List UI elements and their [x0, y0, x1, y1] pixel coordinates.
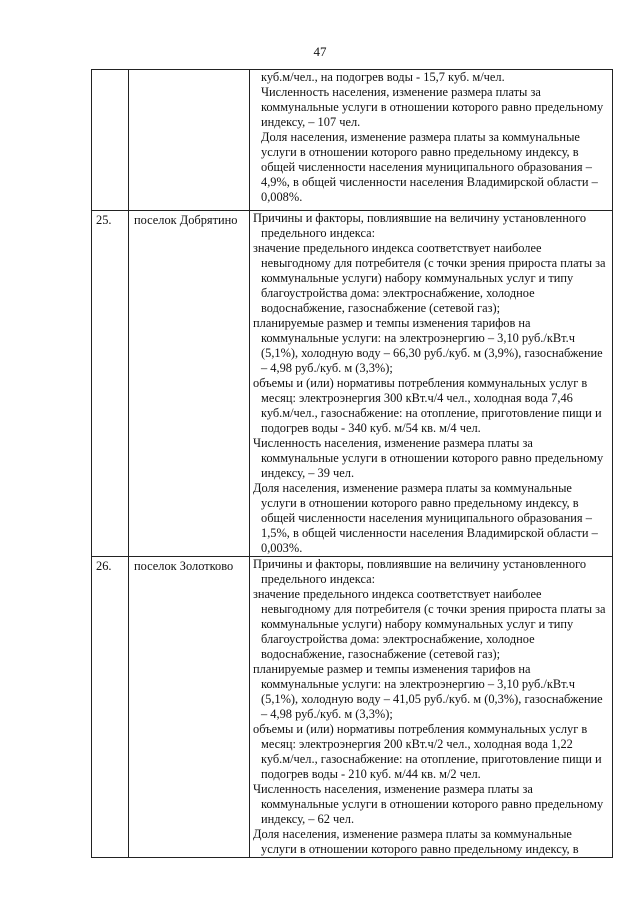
table-row	[92, 70, 613, 211]
text-line: Численность населения, изменение размера платы за	[253, 436, 533, 450]
text-line: месяц: электроэнергия 300 кВт.ч/4 чел., холодная вода 7,46	[261, 391, 573, 405]
text-line: 0,008%.	[261, 190, 303, 204]
text-line: коммунальные услуги) набору коммунальных услуг и типу	[261, 617, 574, 631]
row-description	[250, 70, 613, 211]
row-description	[250, 557, 613, 858]
row-description	[250, 211, 613, 557]
text-line: Численность населения, изменение размера платы за	[253, 782, 533, 796]
page-number: 47	[313, 44, 327, 59]
text-line: общей численности населения муниципального образования –	[261, 511, 592, 525]
text-line: Доля населения, изменение размера платы за коммунальные	[253, 481, 572, 495]
text-line: подогрев воды - 340 куб. м/54 кв. м/4 чел.	[261, 421, 481, 435]
text-line: значение предельного индекса соответствует наиболее	[253, 587, 542, 601]
text-line: куб.м/чел., на подогрев воды - 15,7 куб. м/чел.	[261, 70, 505, 84]
text-line: благоустройства дома: электроснабжение, холодное	[261, 632, 535, 646]
settlement-name	[129, 70, 250, 211]
text-line: услуги в отношении которого равно предельному индексу, в	[261, 145, 579, 159]
text-line: – 4,98 руб./куб. м (3,3%);	[261, 361, 393, 375]
text-line: услуги в отношении которого равно предельному индексу, в	[261, 496, 579, 510]
text-line: куб.м/чел., газоснабжение: на отопление, приготовление пищи и	[261, 752, 602, 766]
text-line: (5,1%), холодную воду – 41,05 руб./куб. м (0,3%), газоснабжение	[261, 692, 603, 706]
text-line: объемы и (или) нормативы потребления коммунальных услуг в	[253, 376, 588, 390]
text-line: коммунальные услуги) набору коммунальных услуг и типу	[261, 271, 574, 285]
table-row	[92, 211, 613, 557]
text-line: предельного индекса:	[261, 226, 376, 240]
text-line: индексу, – 107 чел.	[261, 115, 361, 129]
row-number: 26.	[92, 557, 129, 858]
text-line: Причины и факторы, повлиявшие на величину установленного	[253, 557, 587, 571]
text-line: куб.м/чел., газоснабжение: на отопление, приготовление пищи и	[261, 406, 602, 420]
text-line: предельного индекса:	[261, 572, 376, 586]
text-line: Численность населения, изменение размера платы за	[261, 85, 541, 99]
text-line: коммунальные услуги в отношении которого равно предельному	[261, 797, 604, 811]
text-line: коммунальные услуги в отношении которого равно предельному	[261, 451, 604, 465]
text-line: коммунальные услуги: на электроэнергию – 3,10 руб./кВт.ч	[261, 331, 575, 345]
text-line: месяц: электроэнергия 200 кВт.ч/2 чел., холодная вода 1,22	[261, 737, 573, 751]
text-line: коммунальные услуги: на электроэнергию – 3,10 руб./кВт.ч	[261, 677, 575, 691]
text-line: подогрев воды - 210 куб. м/44 кв. м/2 чел.	[261, 767, 481, 781]
text-line: Причины и факторы, повлиявшие на величину установленного	[253, 211, 587, 225]
text-line: индексу, – 62 чел.	[261, 812, 355, 826]
text-line: планируемые размер и темпы изменения тарифов на	[253, 316, 531, 330]
text-line: благоустройства дома: электроснабжение, холодное	[261, 286, 535, 300]
text-line: 1,5%, в общей численности населения Владимирской области –	[261, 526, 598, 540]
row-number: 25.	[92, 211, 129, 557]
text-line: планируемые размер и темпы изменения тарифов на	[253, 662, 531, 676]
text-line: водоснабжение, газоснабжение (сетевой газ);	[261, 647, 501, 661]
text-line: Доля населения, изменение размера платы за коммунальные	[253, 827, 572, 841]
row-number	[92, 70, 129, 211]
text-line: 4,9%, в общей численности населения Владимирской области –	[261, 175, 598, 189]
text-line: (5,1%), холодную воду – 66,30 руб./куб. м (3,9%), газоснабжение	[261, 346, 603, 360]
text-line: водоснабжение, газоснабжение (сетевой газ);	[261, 301, 501, 315]
text-line: коммунальные услуги в отношении которого равно предельному	[261, 100, 604, 114]
settlement-name: поселок Золотково	[129, 557, 250, 858]
text-line: 0,003%.	[261, 541, 303, 555]
text-line: значение предельного индекса соответствует наиболее	[253, 241, 542, 255]
text-line: общей численности населения муниципального образования –	[261, 160, 592, 174]
text-line: Доля населения, изменение размера платы за коммунальные	[261, 130, 580, 144]
settlement-name: поселок Добрятино	[129, 211, 250, 557]
text-line: – 4,98 руб./куб. м (3,3%);	[261, 707, 393, 721]
text-line: невыгодному для потребителя (с точки зрения прироста платы за	[261, 256, 606, 270]
text-line: невыгодному для потребителя (с точки зрения прироста платы за	[261, 602, 606, 616]
text-line: услуги в отношении которого равно предельному индексу, в	[261, 842, 579, 856]
table-row	[92, 557, 613, 858]
text-line: объемы и (или) нормативы потребления коммунальных услуг в	[253, 722, 588, 736]
text-line: индексу, – 39 чел.	[261, 466, 355, 480]
tariff-table	[91, 69, 613, 858]
